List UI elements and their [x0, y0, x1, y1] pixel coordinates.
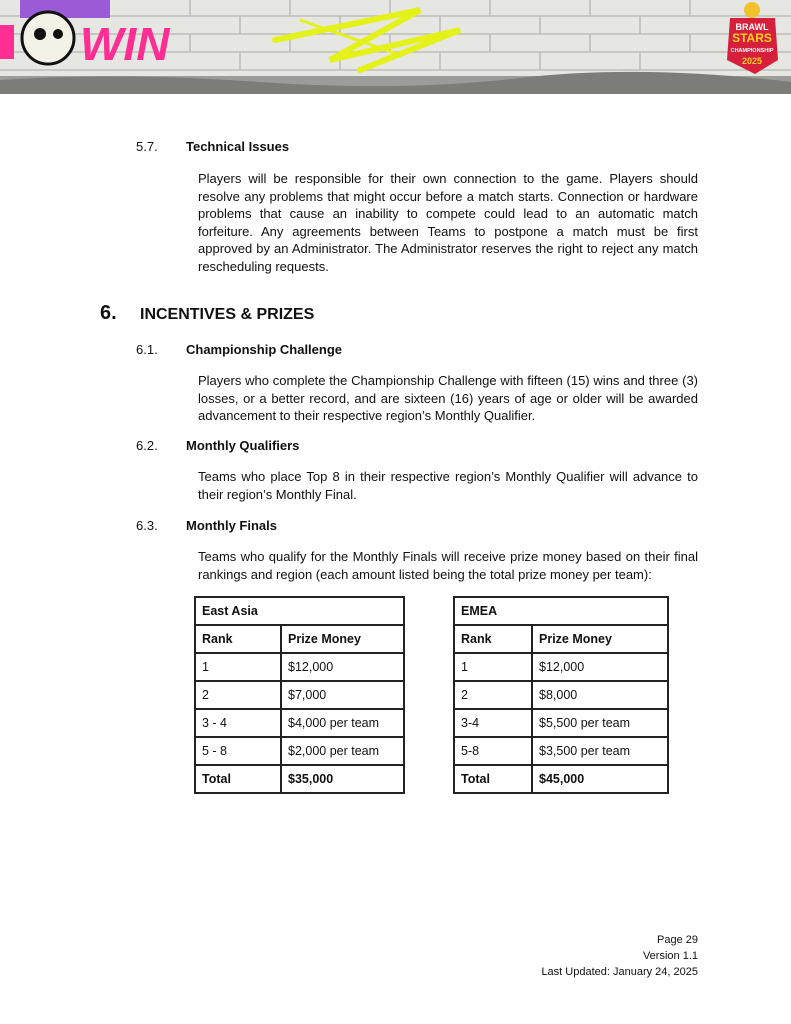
- rank-cell: 3 - 4: [195, 709, 281, 737]
- rank-cell: 1: [454, 653, 532, 681]
- prize-cell: $3,500 per team: [532, 737, 668, 765]
- total-label-cell: Total: [454, 765, 532, 793]
- section-6-3-title: Monthly Finals: [186, 518, 277, 533]
- prize-cell: $12,000: [281, 653, 404, 681]
- table-row: [195, 653, 404, 681]
- page-number: Page 29: [657, 934, 698, 946]
- table-row: [195, 765, 404, 793]
- table-row: [454, 765, 668, 793]
- prize-cell: $5,500 per team: [532, 709, 668, 737]
- section-6-2-body: Teams who place Top 8 in their respective region’s Monthly Qualifier will advance to their region’s Monthly Final.: [198, 469, 698, 502]
- total-label-cell: Total: [195, 765, 281, 793]
- rank-cell: 5-8: [454, 737, 532, 765]
- prize-cell: $8,000: [532, 681, 668, 709]
- table-row: [454, 597, 668, 625]
- prize-cell: $2,000 per team: [281, 737, 404, 765]
- region-header: East Asia: [195, 597, 404, 625]
- prize-column-header: Prize Money: [281, 625, 404, 653]
- table-row: [454, 653, 668, 681]
- section-6-1-title: Championship Challenge: [186, 342, 343, 357]
- section-6-title: INCENTIVES & PRIZES: [140, 306, 315, 323]
- section-5-7-body: Players will be responsible for their own connection to the game. Players should resolve any problems that might occur before a match starts. Connection or hardware problems that cause an inability to compete could lead to an automatic match forfeiture. Any agreements between Teams to postpone a match must be first approved by an Administrator. The Administrator reserves the right to reject any match rescheduling requests.: [198, 171, 698, 274]
- table-row: [454, 709, 668, 737]
- total-value-cell: $45,000: [532, 765, 668, 793]
- win-graffiti-text: WIN: [80, 18, 170, 70]
- region-header: EMEA: [454, 597, 668, 625]
- section-6-3-number: 6.3.: [136, 518, 158, 533]
- table-row: [454, 625, 668, 653]
- rank-cell: 1: [195, 653, 281, 681]
- section-6-2-number: 6.2.: [136, 438, 158, 453]
- table-row: [195, 737, 404, 765]
- rank-column-header: Rank: [195, 625, 281, 653]
- table-row: [454, 737, 668, 765]
- table-row: [454, 681, 668, 709]
- rank-cell: 5 - 8: [195, 737, 281, 765]
- emea-prize-table: [453, 596, 669, 794]
- section-6-3-body: Teams who qualify for the Monthly Finals will receive prize money based on their final rankings and region (each amount listed being the total prize money per team):: [198, 549, 698, 582]
- table-row: [195, 597, 404, 625]
- east-asia-prize-table: [194, 596, 405, 794]
- table-row: [195, 681, 404, 709]
- brick-wall-graphic: [0, 0, 791, 94]
- prize-cell: $7,000: [281, 681, 404, 709]
- prize-cell: $4,000 per team: [281, 709, 404, 737]
- svg-text:STARS: STARS: [732, 31, 772, 45]
- svg-text:BRAWL: BRAWL: [735, 22, 769, 32]
- version-label: Version 1.1: [642, 950, 698, 962]
- total-value-cell: $35,000: [281, 765, 404, 793]
- table-row: [195, 625, 404, 653]
- rank-cell: 3-4: [454, 709, 532, 737]
- last-updated-label: Last Updated: January 24, 2025: [541, 966, 698, 978]
- section-6-number: 6.: [100, 302, 117, 324]
- prize-column-header: Prize Money: [532, 625, 668, 653]
- section-6-1-number: 6.1.: [136, 342, 158, 357]
- prize-cell: $12,000: [532, 653, 668, 681]
- rank-column-header: Rank: [454, 625, 532, 653]
- section-6-1-body: Players who complete the Championship Challenge with fifteen (15) wins and three (3) losses, or a better record, and are sixteen (16) years of age or older will be awarded advancement to their respective region’s Monthly Qualifier.: [198, 373, 698, 424]
- section-6-2-title: Monthly Qualifiers: [186, 438, 300, 453]
- header-banner: [0, 0, 791, 94]
- svg-text:CHAMPIONSHIP: CHAMPIONSHIP: [730, 48, 774, 54]
- section-5-7-title: Technical Issues: [186, 139, 290, 154]
- section-5-7-number: 5.7.: [136, 139, 158, 154]
- svg-text:2025: 2025: [741, 56, 763, 66]
- rank-cell: 2: [454, 681, 532, 709]
- table-row: [195, 709, 404, 737]
- rank-cell: 2: [195, 681, 281, 709]
